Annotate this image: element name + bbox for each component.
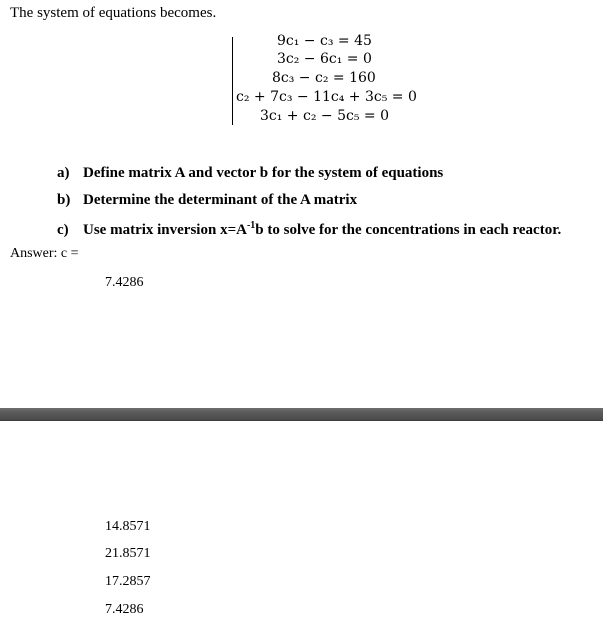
task-c-letter: c) bbox=[57, 222, 69, 238]
equation-5: 3c₁ + c₂ − 5c₅ = 0 bbox=[260, 108, 389, 124]
value-bottom-1: 14.8571 bbox=[105, 519, 151, 534]
value-top-1: 7.4286 bbox=[105, 275, 144, 290]
equation-1: 9c₁ − c₃ = 45 bbox=[277, 33, 372, 49]
value-bottom-4: 7.4286 bbox=[105, 602, 144, 617]
task-b bbox=[57, 192, 357, 209]
equation-2: 3c₂ − 6c₁ = 0 bbox=[277, 51, 372, 67]
task-a bbox=[57, 165, 443, 182]
task-a-text: Define matrix A and vector b for the system of equations bbox=[83, 165, 444, 181]
section-divider bbox=[0, 408, 603, 420]
task-a-letter: a) bbox=[57, 165, 70, 181]
system-bracket bbox=[232, 37, 233, 125]
task-b-text: Determine the determinant of the A matrix bbox=[83, 192, 358, 208]
task-c-superscript: -1 bbox=[246, 220, 256, 231]
task-c-text-before: Use matrix inversion x=A bbox=[83, 222, 247, 238]
intro-text: The system of equations becomes. bbox=[10, 5, 217, 21]
equation-3: 8c₃ − c₂ = 160 bbox=[272, 70, 376, 86]
value-bottom-3: 17.2857 bbox=[105, 574, 151, 589]
task-c bbox=[57, 220, 561, 239]
value-bottom-2: 21.8571 bbox=[105, 546, 151, 561]
task-c-text-after: b to solve for the concentrations in each reactor. bbox=[255, 222, 562, 238]
equation-4: c₂ + 7c₃ − 11c₄ + 3c₅ = 0 bbox=[236, 89, 417, 105]
answer-label: Answer: c = bbox=[10, 246, 79, 261]
task-b-letter: b) bbox=[57, 192, 71, 208]
section-divider-line bbox=[0, 420, 603, 421]
